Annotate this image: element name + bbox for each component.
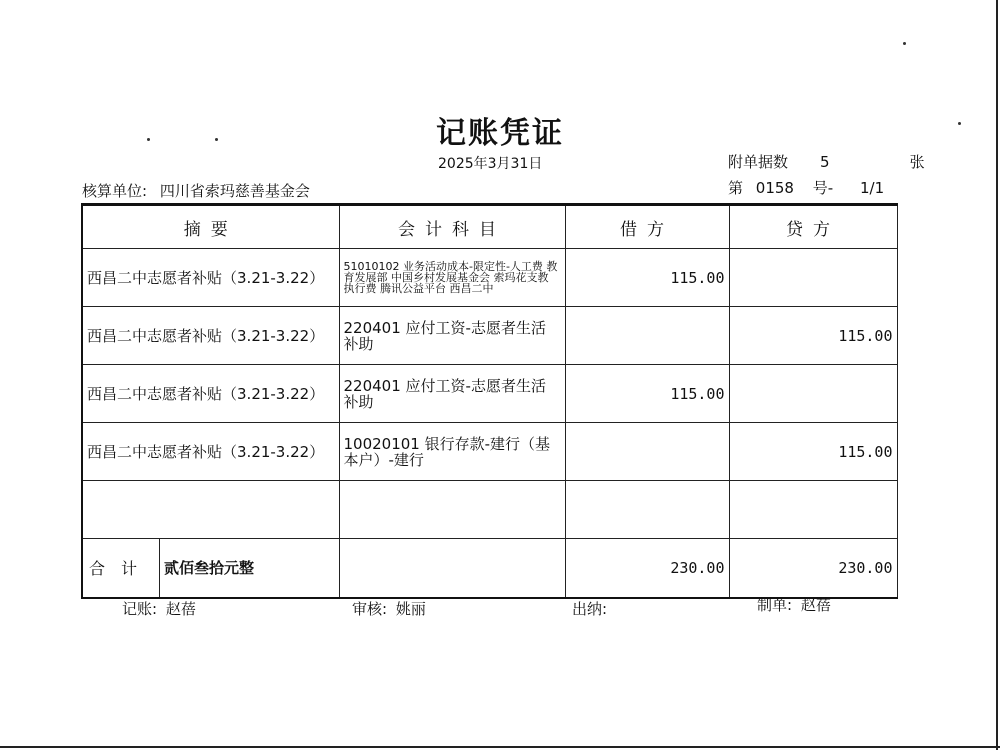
row-account: 220401 应付工资-志愿者生活补助 bbox=[339, 307, 565, 365]
preparer bbox=[757, 594, 831, 615]
voucher-table bbox=[81, 203, 898, 599]
scan-speck bbox=[903, 42, 906, 45]
preparer-name: 赵蓓 bbox=[800, 596, 831, 614]
header-row bbox=[82, 205, 897, 249]
row-summary: 西昌二中志愿者补贴（3.21-3.22） bbox=[82, 365, 339, 423]
header-account: 会计科目 bbox=[339, 205, 565, 249]
org-name: 四川省索玛慈善基金会 bbox=[159, 182, 310, 200]
attachments-info bbox=[728, 151, 925, 172]
voucher-title: 记账凭证 bbox=[436, 116, 564, 151]
empty-row bbox=[82, 481, 897, 539]
voucher-date: 2025年3月31日 bbox=[438, 156, 543, 172]
bookkeeper-label: 记账: bbox=[122, 600, 158, 618]
row-credit bbox=[729, 249, 897, 307]
total-label: 合计 bbox=[83, 539, 160, 597]
voucher-number: 0158 bbox=[755, 179, 794, 197]
table-row bbox=[82, 365, 897, 423]
header-summary: 摘要 bbox=[82, 205, 339, 249]
bookkeeper-name: 赵蓓 bbox=[165, 600, 196, 618]
table-row bbox=[82, 423, 897, 481]
table-row bbox=[82, 307, 897, 365]
row-debit: 115.00 bbox=[565, 249, 729, 307]
total-credit: 230.00 bbox=[729, 539, 897, 598]
total-debit: 230.00 bbox=[565, 539, 729, 598]
row-debit: 115.00 bbox=[565, 365, 729, 423]
row-summary: 西昌二中志愿者补贴（3.21-3.22） bbox=[82, 423, 339, 481]
preparer-label: 制单: bbox=[757, 596, 793, 614]
total-row bbox=[82, 539, 897, 598]
attachments-count: 5 bbox=[820, 153, 830, 171]
voucher-page: 1/1 bbox=[859, 179, 885, 197]
row-account: 220401 应付工资-志愿者生活补助 bbox=[339, 365, 565, 423]
cashier-label: 出纳: bbox=[572, 600, 608, 618]
scan-edge-bottom bbox=[0, 746, 1000, 748]
total-in-words: 贰佰叁拾元整 bbox=[164, 559, 255, 578]
voucher-number-info bbox=[728, 177, 884, 198]
row-account: 10020101 银行存款-建行（基本户）-建行 bbox=[339, 423, 565, 481]
bookkeeper bbox=[122, 598, 196, 619]
reviewer bbox=[352, 598, 426, 619]
row-debit bbox=[565, 423, 729, 481]
attachments-label: 附单据数 bbox=[728, 153, 789, 171]
row-credit: 115.00 bbox=[729, 423, 897, 481]
header-debit: 借方 bbox=[565, 205, 729, 249]
row-credit: 115.00 bbox=[729, 307, 897, 365]
row-credit bbox=[729, 365, 897, 423]
total-summary-cell bbox=[82, 539, 339, 598]
reviewer-label: 审核: bbox=[352, 600, 388, 618]
org-info bbox=[82, 180, 310, 201]
row-account: 51010102 业务活动成本-限定性-人工费 教育发展部 中国乡村发展基金会 索玛花支教 执行费 腾讯公益平台 西昌二中 bbox=[339, 249, 565, 307]
attachments-unit: 张 bbox=[909, 153, 925, 171]
cashier bbox=[572, 598, 611, 619]
row-summary: 西昌二中志愿者补贴（3.21-3.22） bbox=[82, 307, 339, 365]
org-label: 核算单位: bbox=[82, 182, 148, 200]
row-summary: 西昌二中志愿者补贴（3.21-3.22） bbox=[82, 249, 339, 307]
row-debit bbox=[565, 307, 729, 365]
table-row bbox=[82, 249, 897, 307]
header-credit: 贷方 bbox=[729, 205, 897, 249]
reviewer-name: 姚丽 bbox=[395, 600, 426, 618]
voucher-prefix: 第 bbox=[728, 179, 744, 197]
voucher-suffix: 号- bbox=[812, 179, 834, 197]
